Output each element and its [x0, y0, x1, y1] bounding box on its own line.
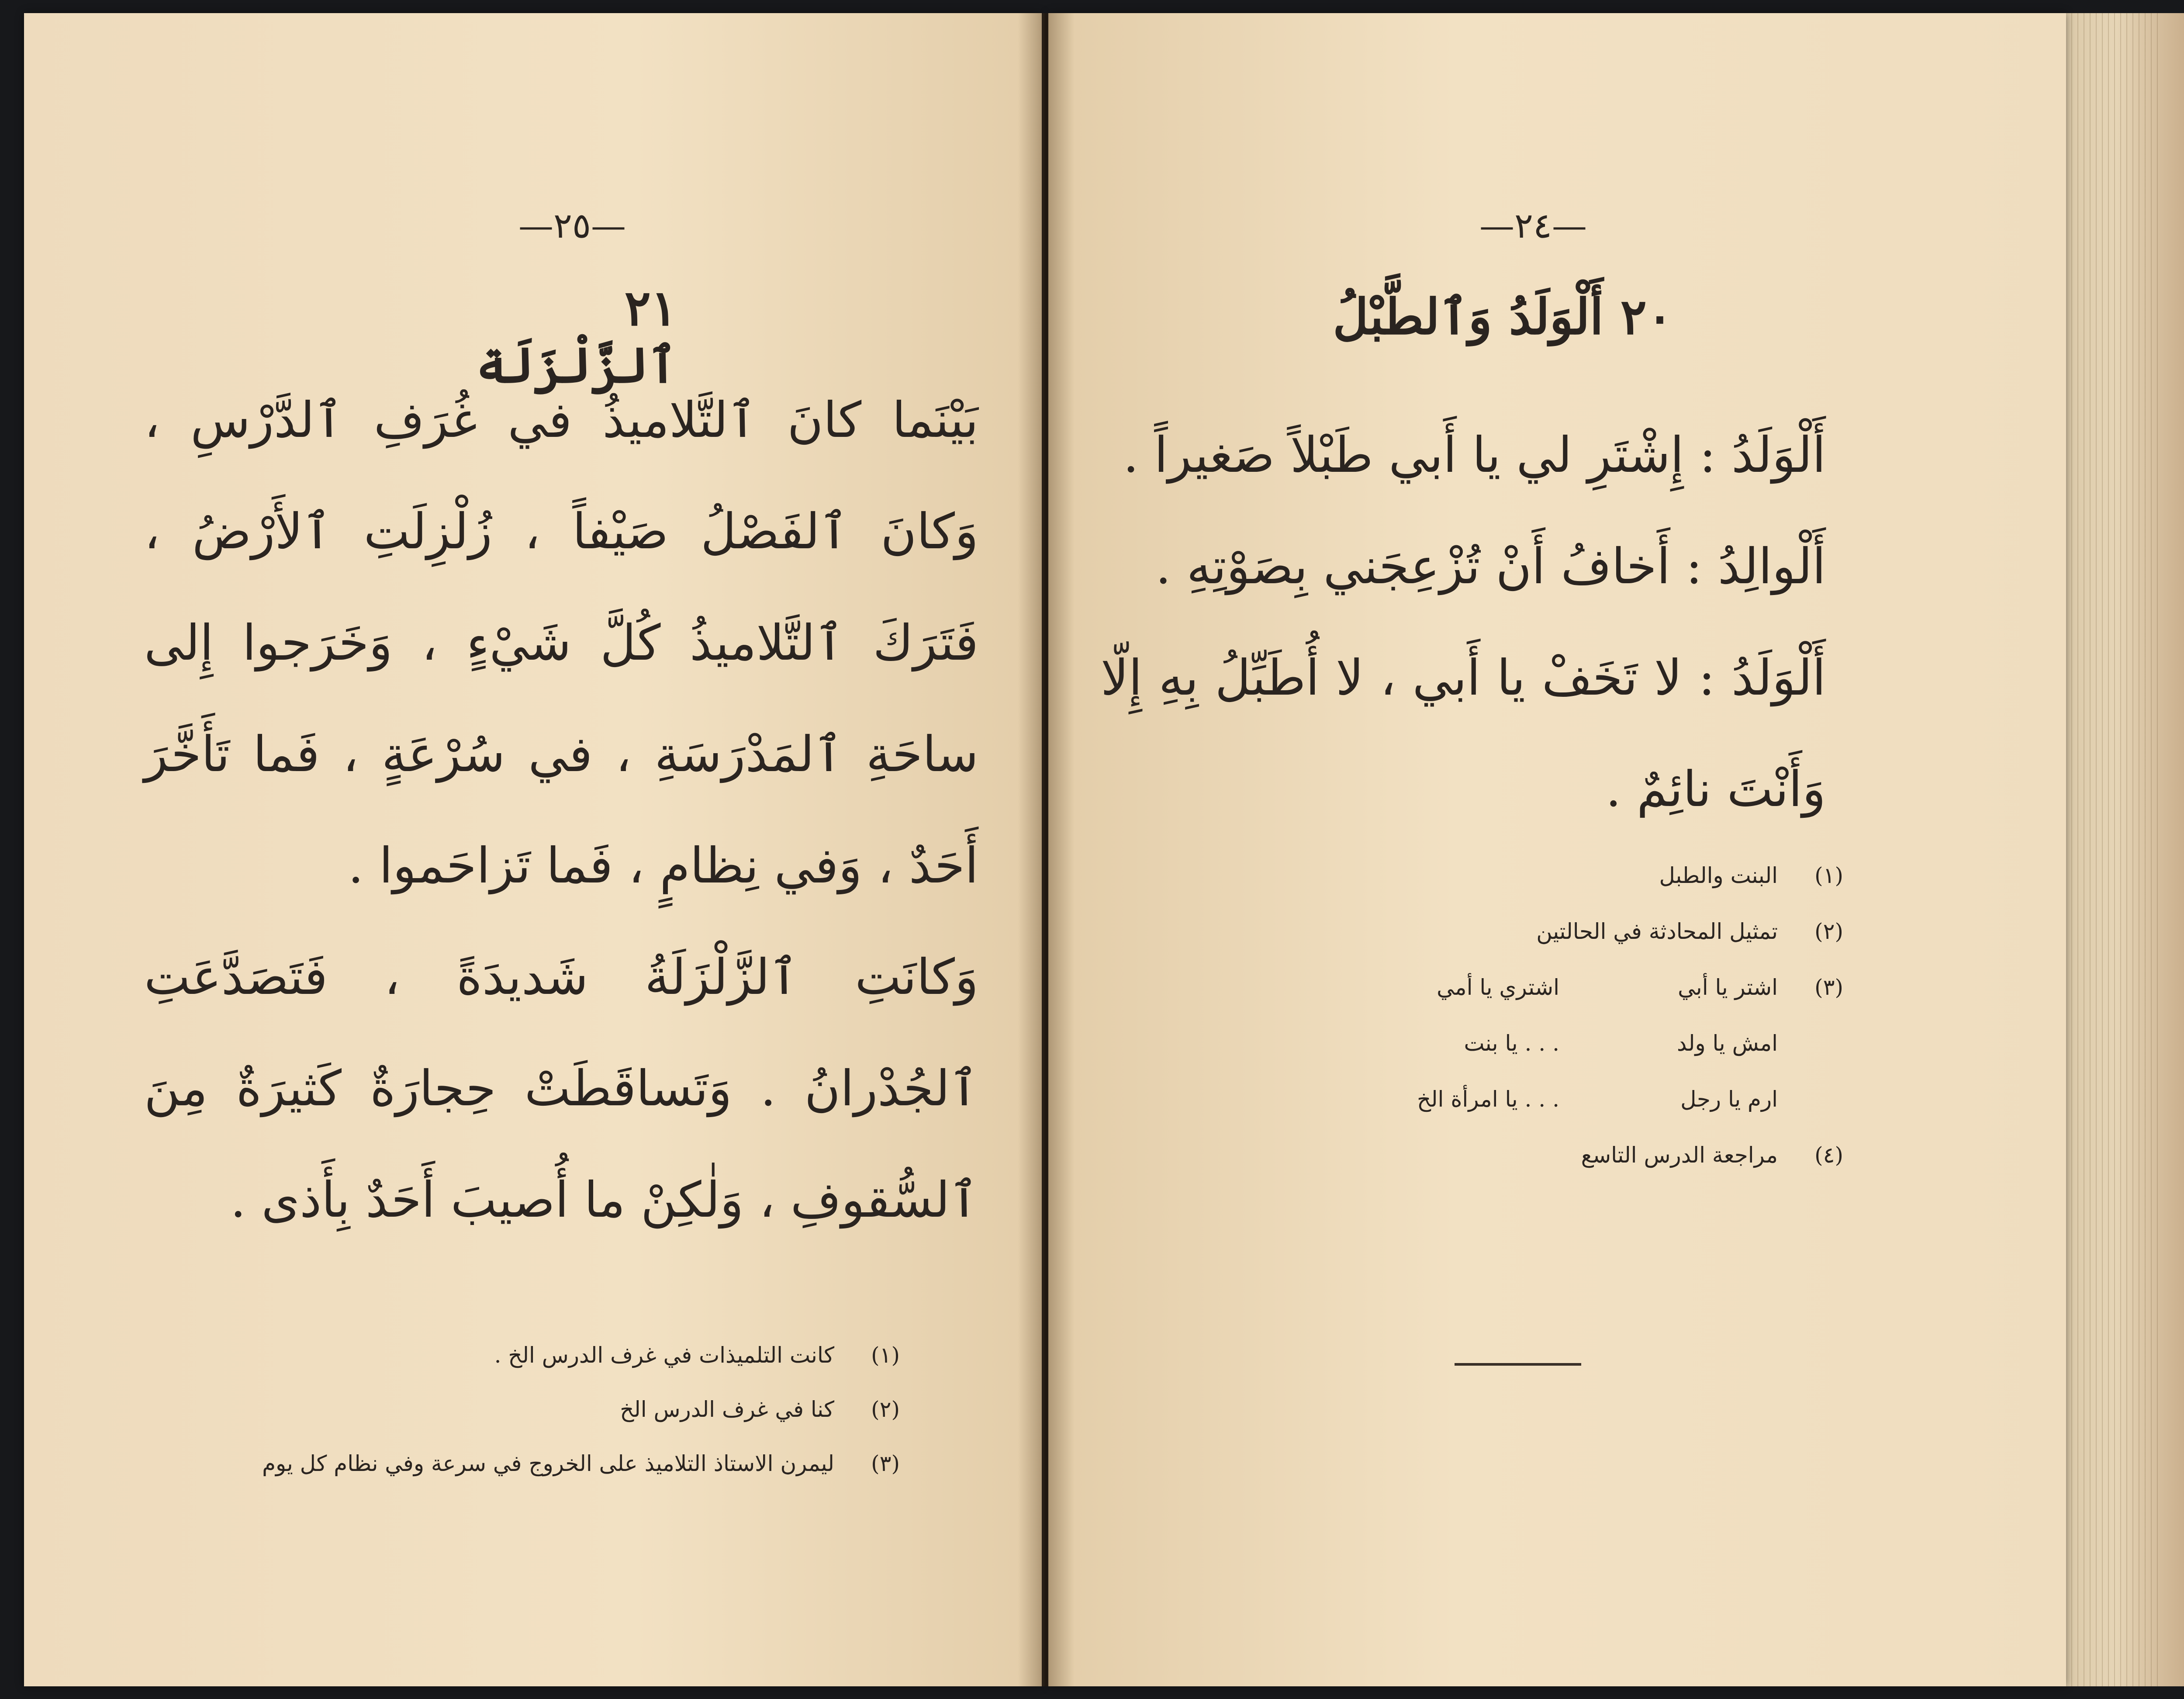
left-page-number: —٢٥—: [518, 205, 626, 246]
right-page-title: ٢٠ أَلْوَلَدُ وَٱلطَّبْلُ: [1333, 288, 1673, 346]
left-page-body: [144, 365, 978, 1256]
exercise-text: البنت والطبل: [1659, 863, 1778, 888]
exercise-item: [1376, 1127, 1843, 1183]
exercise-number: (١): [871, 1343, 900, 1368]
exercise-number: (٣): [1814, 975, 1843, 1000]
exercise-item: [1376, 903, 1843, 959]
end-rule-divider: [1455, 1363, 1581, 1366]
exercise-number: (٢): [1814, 919, 1843, 944]
page-stack-lines: [2053, 13, 2158, 1686]
exercise-col-a: اشتر يا أبي: [1678, 975, 1778, 1000]
right-page-number: —٢٤—: [1479, 205, 1587, 246]
exercise-col-b: . . . يا امرأة الخ: [1417, 1087, 1559, 1112]
exercise-item: [1376, 848, 1843, 903]
exercise-number: [1791, 1071, 1843, 1127]
left-page-title: ٢١ ٱلزَّلْزَلَة: [476, 280, 677, 394]
exercise-col-a: ارم يا رجل: [1680, 1087, 1778, 1112]
left-paragraph-1: بَيْنَما كانَ ٱلتَّلاميذُ في غُرَفِ ٱلدَّرْسِ ، وَكانَ ٱلفَصْلُ صَيْفاً ، زُلْزِلَتِ ٱلأَرْضُ ، فَتَرَكَ ٱلتَّلاميذُ كُلَّ شَيْءٍ ، وَخَرَجوا إِلى ساحَةِ ٱلمَدْرَسَةِ ، في سُرْعَةٍ ، فَما تَأَخَّرَ أَحَدٌ ، وَفي نِظامٍ ، فَما تَزاحَموا .: [144, 392, 978, 894]
exercise-item: [210, 1382, 900, 1436]
exercise-number: (٢): [871, 1397, 900, 1422]
exercise-text: كانت التلميذات في غرف الدرس الخ .: [494, 1343, 834, 1368]
exercise-text: مراجعة الدرس التاسع: [1581, 1142, 1778, 1168]
exercise-item: [1376, 1071, 1843, 1127]
exercise-number: (٣): [871, 1451, 900, 1476]
left-paragraph-2: وَكانَتِ ٱلزَّلْزَلَةُ شَديدَةً ، فَتَصَدَّعَتِ ٱلجُدْرانُ . وَتَساقَطَتْ حِجارَةٌ كَثيرَةٌ مِنَ ٱلسُّقوفِ ، وَلٰكِنْ ما أُصيبَ أَحَدٌ بِأَذى .: [144, 949, 978, 1228]
exercise-item: [1376, 1015, 1843, 1071]
right-paragraph-2: أَلْوالِدُ : أَخافُ أَنْ تُزْعِجَني بِصَوْتِهِ .: [1155, 538, 1826, 595]
exercise-item: [1376, 959, 1843, 1015]
exercise-number: (١): [1814, 863, 1843, 888]
right-page-body: [1101, 400, 1826, 845]
right-paragraph-3: أَلْوَلَدُ : لا تَخَفْ يا أَبي ، لا أُطَبِّلُ بِهِ إِلّا وَأَنْتَ نائِمٌ .: [1101, 650, 1826, 818]
exercise-text: ليمرن الاستاذ التلاميذ على الخروج في سرعة وفي نظام كل يوم: [262, 1451, 834, 1476]
exercise-number: (٤): [1814, 1142, 1843, 1168]
exercise-col-b: اشتري يا أمي: [1437, 975, 1559, 1000]
right-paragraph-1: أَلْوَلَدُ : إِشْتَرِ لي يا أَبي طَبْلاً صَغيراً .: [1123, 427, 1826, 484]
left-exercises: [210, 1328, 900, 1491]
right-exercises: [1376, 848, 1843, 1183]
exercise-text: كنا في غرف الدرس الخ: [620, 1397, 834, 1422]
exercise-item: [210, 1436, 900, 1491]
exercise-col-a: امش يا ولد: [1677, 1031, 1778, 1056]
exercise-item: [210, 1328, 900, 1382]
exercise-number: [1791, 1015, 1843, 1071]
exercise-col-b: . . . يا بنت: [1464, 1031, 1559, 1056]
exercise-text: تمثيل المحادثة في الحالتين: [1536, 919, 1778, 944]
book-gutter: [1018, 13, 1075, 1686]
